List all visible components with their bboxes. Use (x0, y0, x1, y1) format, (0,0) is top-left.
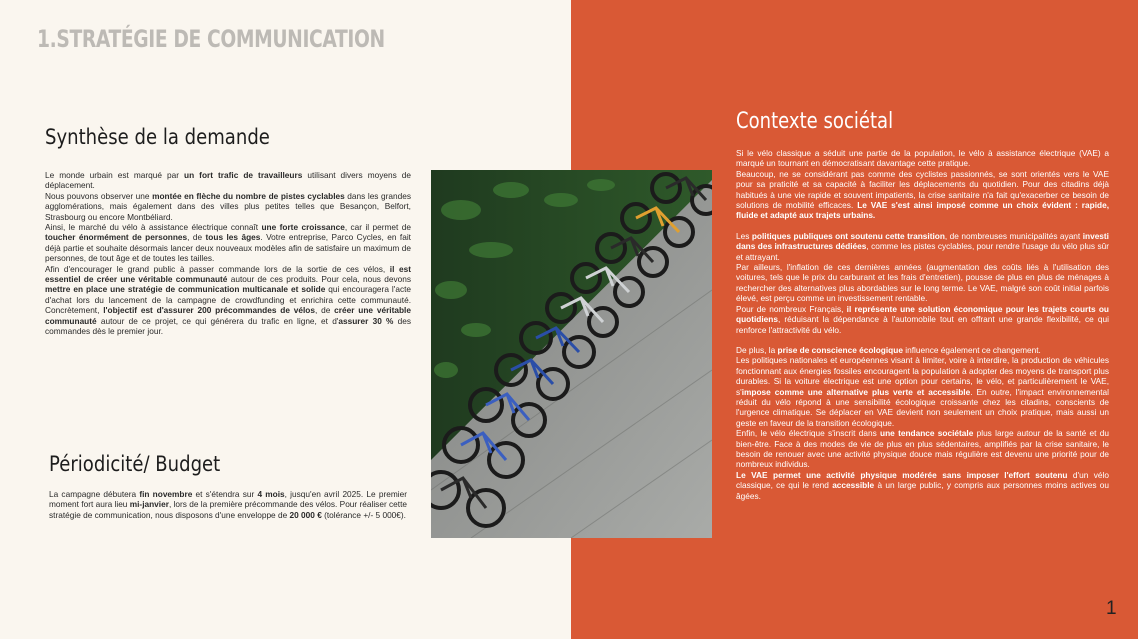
bold-text: Le VAE permet une activité physique modérée sans imposer l'effort soutenu (736, 469, 1068, 480)
bold-text: il représente une solution économique pour les trajets courts ou quotidiens (736, 303, 1109, 325)
synthese-paragraph: Ainsi, le marché du vélo à assistance électrique connaît une forte croissance, car il permet de toucher énormément de personnes, de tous les âges. Votre entreprise, Parco Cycles, en fait déjà partie et souhaite désormais lancer deux nouveaux modèles afin de satisfaire un maximum de personnes, de tout âge et de toutes les tailles. (45, 222, 411, 264)
periodicite-paragraph: La campagne débutera fin novembre et s'étendra sur 4 mois, jusqu'en avril 2025. Le premier moment fort aura lieu mi-janvier, lors de la première précommande des vélos. Pour réaliser cette stratégie de communication, nous disposons d'une enveloppe de 20 000 € (tolérance +/- 5 000€). (49, 489, 408, 520)
contexte-paragraph: Si le vélo classique a séduit une partie de la population, le vélo à assistance électrique (VAE) a marqué un tournant en démocratisant davantage cette pratique. (736, 148, 1109, 169)
bold-text: il est essentiel de créer une véritable communauté (45, 263, 411, 285)
synthese-paragraph: Nous pouvons observer une montée en flèche du nombre de pistes cyclables dans les grandes agglomérations, mais également dans des villes plus petites telles que Besançon, Belfort, Strasbourg ou encore Montbéliard. (45, 190, 411, 222)
bicycles-illustration (431, 170, 712, 538)
bold-text: politiques publiques ont soutenu cette transition (751, 230, 945, 241)
contexte-paragraph: Beaucoup, ne se considérant pas comme des cyclistes passionnés, se sont orientés vers le VAE pour sa praticité et sa capacité à faciliter les déplacements du quotidien. Pour des citadins déjà habitués à une vie rapide et souvent impatients, la crise sanitaire n'a fait qu'exacerber ce besoin de solutions de mobilité efficaces. Le VAE s'est ainsi imposé comme un choix évident : rapide, fluide et adapté aux trajets urbains. (736, 168, 1109, 221)
synthese-paragraph: Le monde urbain est marqué par un fort trafic de travailleurs utilisant divers moyens de déplacement. (45, 170, 411, 191)
page-number: 1 (1106, 598, 1117, 619)
bold-text: montée en flèche du nombre de pistes cyclables (152, 190, 345, 201)
bold-text: prise de conscience écologique (777, 344, 903, 355)
contexte-heading: Contexte sociétal (736, 109, 894, 134)
periodicite-heading: Périodicité/ Budget (49, 452, 221, 476)
contexte-body (736, 148, 1109, 501)
contexte-paragraph: Pour de nombreux Français, il représente une solution économique pour les trajets courts ou quotidiens, réduisant la dépendance à l'automobile tout en offrant une grande flexibilité, ce qui renforce l'attractivité du vélo. (736, 303, 1109, 335)
contexte-paragraph: Le VAE permet une activité physique modérée sans imposer l'effort soutenu d'un vélo classique, ce qui le rend accessible à un large public, y compris aux personnes moins actives ou âgées. (736, 469, 1109, 501)
bold-text: l'objectif est d'assurer 200 précommandes de vélos (103, 305, 315, 316)
bold-text: assurer 30 % (338, 315, 394, 326)
bold-text: créer une véritable communauté (45, 305, 411, 326)
bold-text: 20 000 € (289, 509, 322, 520)
page-title: 1.STRATÉGIE DE COMMUNICATION (37, 25, 385, 53)
periodicite-body (49, 489, 407, 520)
bicycles-photo (431, 170, 712, 538)
bold-text: Le VAE s'est ainsi imposé comme un choix évident : rapide, fluide et adapté aux trajets urbains. (736, 200, 1109, 221)
bold-text: fin novembre (139, 489, 193, 499)
paragraph-gap (736, 335, 1109, 345)
contexte-paragraph: De plus, la prise de conscience écologique influence également ce changement. (736, 344, 1041, 355)
bold-text: investi dans des infrastructures dédiées (736, 230, 1109, 252)
contexte-paragraph: Enfin, le vélo électrique s'inscrit dans une tendance sociétale plus large autour de la santé et du bien-être. Face à des modes de vie de plus en plus sédentaires, amplifiés par la crise sanitaire, le besoin de renouer avec une activité physique douce mais régulière est devenu une priorité pour de nombreux individus. (736, 428, 1109, 470)
contexte-paragraph: Par ailleurs, l'inflation de ces dernières années (augmentation des coûts liés à l'utilisation des voitures, tels que le prix du carburant et les frais d'entretien), pousse de plus en plus de ménages à rechercher des alternatives plus abordables sur le long terme. Le VAE, malgré son coût initial parfois élevé, est perçu comme un investissement rentable. (736, 262, 1109, 304)
bold-text: tous les âges (205, 232, 261, 243)
bold-text: impose comme une alternative plus verte et accessible (741, 386, 971, 397)
contexte-paragraph: Les politiques publiques ont soutenu cette transition, de nombreuses municipalités ayant investi dans des infrastructures dédiées, comme les pistes cyclables, pour rendre l'usage du vélo plus sûr et attrayant. (736, 230, 1109, 262)
bold-text: une tendance sociétale (880, 428, 974, 439)
synthese-paragraph: Afin d'encourager le grand public à passer commande lors de la sortie de ces vélos, il est essentiel de créer une véritable communauté autour de ces produits. Pour cela, nous devons mettre en place une stratégie de communication multicanale et solide qui encouragera l'acte d'achat lors du lancement de la campagne de crowdfunding et enrichira cette communauté. Concrètement, l'objectif est d'assurer 200 précommandes de vélos, de créer une véritable communauté autour de ce projet, ce qui générera du trafic en ligne, et d'assurer 30 % des commandes dès le premier jour. (45, 263, 412, 337)
bold-text: une forte croissance (261, 222, 345, 233)
paragraph-gap (736, 221, 1109, 231)
bold-text: mi-janvier (129, 499, 169, 510)
synthese-heading: Synthèse de la demande (45, 125, 270, 149)
contexte-paragraph: Les politiques nationales et européennes visant à limiter, voire à interdire, la production de véhicules fonctionnant aux énergies fossiles encouragent la population à adopter des moyens de transport plus durables. Si la voiture électrique est une option pour certains, le vélo, et particulièrement le VAE, s'impose comme une alternative plus verte et accessible. En outre, l'impact environnemental réduit du vélo répond à une sensibilité écologique croissante chez les citadins, conscients de l'urgence climatique. Se déplacer en VAE devient non seulement un choix pratique, mais aussi un geste en faveur de la transition écologique. (736, 355, 1109, 428)
bold-text: toucher énormément de personnes (45, 232, 188, 243)
bold-text: accessible (832, 480, 875, 491)
bold-text: 4 mois (257, 489, 285, 499)
bold-text: mettre en place une stratégie de communication multicanale et solide (45, 284, 326, 295)
synthese-body (45, 170, 411, 337)
bold-text: un fort trafic de travailleurs (184, 170, 303, 180)
